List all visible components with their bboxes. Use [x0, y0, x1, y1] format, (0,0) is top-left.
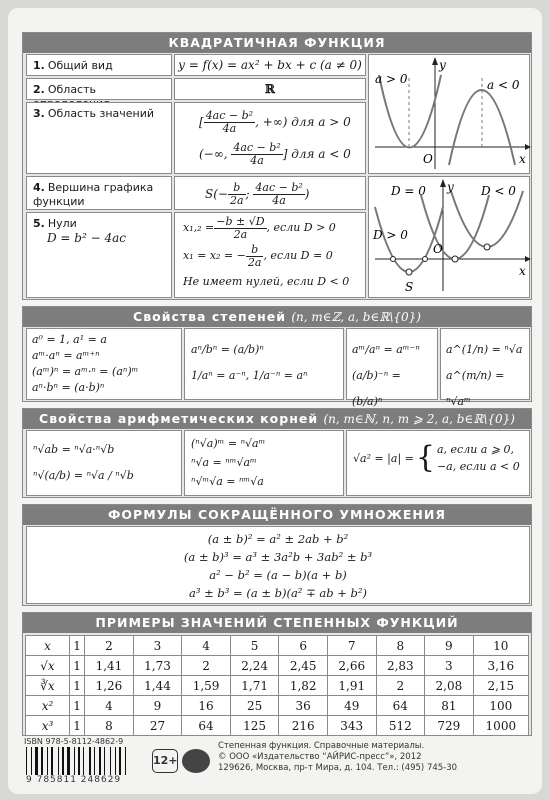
row-label: Вершина графика функции: [33, 181, 154, 208]
barcode-bar: [74, 747, 75, 775]
axis-x-label-2: x: [519, 264, 526, 278]
root-rule: ⁿ√a = ⁿᵐ√aᵐ: [191, 456, 257, 469]
barcode-bar: [115, 747, 116, 775]
abs-head: √a² = |a| =: [353, 451, 414, 465]
domain-formula: ℝ: [174, 78, 366, 100]
table-cell: 1,44: [133, 676, 182, 696]
table-cell: 1000: [473, 716, 528, 736]
table-cell: 36: [279, 696, 328, 716]
origin-label-2: O: [433, 242, 443, 256]
power-rule: aⁿ·bⁿ = (a·b)ⁿ: [32, 381, 105, 394]
table-cell: 27: [133, 716, 182, 736]
table-cell: 2,45: [279, 656, 328, 676]
mult-formulas: [26, 526, 530, 604]
table-cell: 1: [70, 656, 85, 676]
zeros-2-num: b: [246, 244, 264, 257]
range-frac-num: 4ac − b²: [205, 109, 254, 122]
powers-col-4: [440, 328, 530, 408]
barcode-bar: [58, 747, 59, 775]
axis-y-label-2: y: [447, 180, 454, 194]
table-row: [26, 676, 529, 696]
origin-label: O: [423, 152, 433, 166]
zeros-3: Не имеет нулей, если D < 0: [183, 275, 350, 288]
table-cell: 64: [182, 716, 231, 736]
table-cell: 1,41: [85, 656, 134, 676]
table-cell: 49: [327, 696, 376, 716]
quad-row-2-label: [26, 78, 172, 100]
table-cell: 8: [85, 716, 134, 736]
table-cell: 2: [376, 676, 425, 696]
table-title: ПРИМЕРЫ ЗНАЧЕНИЙ СТЕПЕННЫХ ФУНКЦИЙ: [23, 613, 531, 633]
label-d-negative: D < 0: [481, 184, 516, 198]
abs-case-1: a, если a ⩾ 0,: [436, 443, 515, 456]
roots-col-1: [26, 430, 182, 496]
row-label: Область: [47, 83, 96, 96]
discriminant-label: D = b² − 4ac: [47, 231, 126, 245]
powers-col-2: [184, 328, 344, 400]
quad-row-3-label: [26, 102, 172, 174]
mult-formula: a² − b² = (a − b)(a + b): [209, 568, 347, 582]
table-cell: 2,15: [473, 676, 528, 696]
vertex-y-num: 4ac − b²: [255, 181, 303, 194]
power-rule: (aᵐ)ⁿ = aᵐ·ⁿ = (aⁿ)ᵐ: [32, 365, 139, 378]
row-label: Нули: [47, 217, 77, 230]
vertex-x-den: 2a: [229, 194, 244, 207]
table-cell: 729: [425, 716, 474, 736]
range-frac-den-2: 4a: [250, 154, 264, 167]
power-rule: aᵐ/aⁿ = aᵐ⁻ⁿ: [352, 343, 420, 356]
powers-table-section: [22, 612, 532, 736]
barcode-bar: [47, 747, 48, 775]
label-a-negative: a < 0: [487, 78, 520, 92]
table-cell: 4: [182, 636, 231, 656]
row-header-cell: ∛x: [26, 676, 70, 696]
range-frac-den: 4a: [222, 122, 237, 135]
zeros-2-head: x₁ = x₂ = −: [183, 249, 246, 262]
range-a-negative: ] для a < 0: [282, 147, 351, 161]
footer-line: © ООО «Издательство “АЙРИС-пресс”», 2012: [218, 752, 422, 762]
barcode-bar: [26, 747, 27, 775]
power-rule: a^(m/n) = ⁿ√aᵐ: [446, 369, 505, 408]
table-cell: 10: [473, 636, 528, 656]
roots-condition: (n, m∈ℕ, n, m ⩾ 2, a, b∈ℝ\{0}): [323, 412, 515, 426]
row-number: 1.: [33, 59, 45, 72]
table-cell: 2,24: [230, 656, 279, 676]
table-cell: 1,26: [85, 676, 134, 696]
roots-title: [23, 409, 531, 429]
range-a-positive: , +∞) для a > 0: [255, 115, 351, 129]
table-cell: 8: [376, 636, 425, 656]
range-frac-num-2: 4ac − b²: [233, 141, 281, 154]
table-cell: 1: [70, 716, 85, 736]
range-neg-head: (−∞,: [199, 147, 232, 161]
table-cell: 1: [70, 696, 85, 716]
barcode-bar: [31, 747, 32, 775]
label-d-zero: D = 0: [391, 184, 426, 198]
roots-title-text: Свойства арифметических корней: [39, 411, 319, 426]
general-form-formula: y = f(x) = ax² + bx + c (a ≠ 0): [174, 54, 366, 76]
zeros-2-den: 2a: [247, 255, 262, 269]
table-row: [26, 636, 529, 656]
roots-col-3: [346, 430, 530, 496]
table-cell: 1,73: [133, 656, 182, 676]
barcode-bar: [78, 747, 80, 775]
table-row: [26, 696, 529, 716]
power-rule: 1/aⁿ = a⁻ⁿ, 1/a⁻ⁿ = aⁿ: [191, 369, 308, 382]
row-number: 2.: [33, 83, 45, 96]
table-cell: 2: [85, 636, 134, 656]
barcode-graphic: [24, 747, 144, 775]
table-cell: 3: [425, 656, 474, 676]
row-label: Общий вид: [47, 59, 113, 72]
barcode-bar: [41, 747, 43, 775]
table-cell: 1,71: [230, 676, 279, 696]
row-header-cell: √x: [26, 656, 70, 676]
abs-case-2: −a, если a < 0: [436, 460, 520, 473]
table-cell: 1,91: [327, 676, 376, 696]
zeros-formula: [174, 212, 366, 298]
power-rule: a^(1/n) = ⁿ√a: [446, 343, 523, 356]
isbn: ISBN 978-5-8112-4862-9: [24, 737, 124, 746]
barcode-bar: [110, 747, 111, 775]
zeros-1-den: 2a: [233, 227, 248, 241]
quad-row-5-label: [26, 212, 172, 298]
powers-col-1: [26, 328, 182, 400]
root-rule: ⁿ√(a/b) = ⁿ√a / ⁿ√b: [33, 469, 134, 482]
table-cell: 5: [230, 636, 279, 656]
table-cell: 1: [70, 636, 85, 656]
mult-formula: (a ± b)² = a² ± 2ab + b²: [207, 532, 349, 546]
power-values-table: [25, 635, 529, 736]
parabola-graph-a: [368, 54, 530, 174]
table-cell: 1,59: [182, 676, 231, 696]
zeros-1-head: x₁,₂ =: [183, 221, 215, 234]
row-label: Область значений: [47, 107, 155, 120]
label-d-positive: D > 0: [373, 228, 408, 242]
publisher-info: [218, 741, 457, 774]
quadratic-title: КВАДРАТИЧНАЯ ФУНКЦИЯ: [23, 33, 531, 53]
parabola-d-svg: [369, 177, 531, 299]
barcode: [24, 747, 144, 775]
row-number: 4.: [33, 181, 45, 194]
table-cell: 1: [70, 676, 85, 696]
parabola-graph-d: [368, 176, 530, 298]
range-formula: [ $\frac{\text{4ac − b²}}{4a}$ , +∞) для a > 0 (−∞, $\frac{\text{4ac − b²}}{4a}$ ] для a < 0: [174, 102, 366, 174]
table-cell: 2,66: [327, 656, 376, 676]
row-number: 3.: [33, 107, 45, 120]
barcode-bar: [83, 747, 84, 775]
table-cell: 6: [279, 636, 328, 656]
root-rule: ⁿ√ab = ⁿ√a·ⁿ√b: [33, 443, 115, 456]
table-cell: 9: [133, 696, 182, 716]
table-cell: 512: [376, 716, 425, 736]
vertex-formula: S(− $\frac{b}{2a}$ ; $\frac{\text{4ac − b²}}{4a}$ ): [174, 176, 366, 210]
root-rule: ⁿ√ᵐ√a = ⁿᵐ√a: [191, 475, 264, 488]
barcode-bar: [51, 747, 53, 775]
table-cell: 9: [425, 636, 474, 656]
footer-line: Степенная функция. Справочные материалы.: [218, 741, 425, 751]
row-header-cell: x: [26, 636, 70, 656]
power-rule: aⁿ/bⁿ = (a/b)ⁿ: [191, 343, 264, 356]
table-cell: 16: [182, 696, 231, 716]
table-cell: 4: [85, 696, 134, 716]
axis-y-label: y: [439, 58, 446, 72]
vertex-x-num: b: [228, 182, 246, 195]
table-cell: 2,83: [376, 656, 425, 676]
vertex-head: S(−: [205, 187, 228, 201]
table-cell: 25: [230, 696, 279, 716]
axis-x-label: x: [519, 152, 526, 166]
power-rule: aᵐ·aⁿ = aᵐ⁺ⁿ: [32, 349, 100, 362]
table-cell: 81: [425, 696, 474, 716]
barcode-digits: 9 785811 248629: [26, 775, 122, 785]
quad-row-1-label: [26, 54, 172, 76]
table-row: [26, 716, 529, 736]
table-cell: 7: [327, 636, 376, 656]
row-header-cell: x³: [26, 716, 70, 736]
zeros-1-num: −b ± √D: [216, 214, 265, 228]
certification-logo-icon: [182, 749, 210, 773]
root-rule: (ⁿ√a)ᵐ = ⁿ√aᵐ: [191, 437, 266, 450]
powers-title-text: Свойства степеней: [133, 309, 286, 324]
quad-row-4-label: [26, 176, 172, 210]
table-cell: 3,16: [473, 656, 528, 676]
vertex-y-den: 4a: [272, 194, 286, 207]
table-cell: 2: [182, 656, 231, 676]
footer-line: 129626, Москва, пр-т Мира, д. 104. Тел.: (495) 745-30: [218, 763, 458, 773]
roots-col-2: [184, 430, 344, 496]
barcode-bar: [89, 747, 91, 775]
power-rule: a⁰ = 1, a¹ = a: [32, 333, 107, 346]
zeros-2-tail: , если D = 0: [263, 249, 333, 262]
barcode-bar: [62, 747, 64, 775]
barcode-bar: [99, 747, 101, 775]
mult-formula: (a ± b)³ = a³ ± 3a²b + 3ab² ± b³: [183, 550, 373, 564]
zeros-1-tail: , если D > 0: [266, 221, 336, 234]
table-cell: 216: [279, 716, 328, 736]
mult-title: ФОРМУЛЫ СОКРАЩЁННОГО УМНОЖЕНИЯ: [23, 505, 531, 525]
barcode-bar: [104, 747, 105, 775]
barcode-bar: [94, 747, 95, 775]
power-rule: (a/b)⁻ⁿ = (b/a)ⁿ: [352, 369, 401, 408]
table-cell: 343: [327, 716, 376, 736]
table-cell: 64: [376, 696, 425, 716]
table-row: [26, 656, 529, 676]
table-cell: 3: [133, 636, 182, 656]
row-header-cell: x²: [26, 696, 70, 716]
table-cell: 100: [473, 696, 528, 716]
parabola-a-svg: [369, 55, 531, 175]
powers-condition: (n, m∈ℤ, a, b∈ℝ\{0}): [291, 310, 421, 324]
barcode-bar: [125, 747, 126, 775]
footer: [22, 737, 532, 787]
brace-icon: {: [415, 440, 435, 475]
table-cell: 2,08: [425, 676, 474, 696]
barcode-bar: [67, 747, 70, 775]
barcode-bar: [35, 747, 38, 775]
table-cell: 1,82: [279, 676, 328, 696]
mult-formula: a³ ± b³ = (a ± b)(a² ∓ ab + b²): [189, 586, 367, 600]
table-cell: 125: [230, 716, 279, 736]
age-rating-badge: 12+: [152, 749, 178, 773]
vertex-s-label: S: [405, 280, 414, 294]
label-a-positive: a > 0: [375, 72, 408, 86]
barcode-bar: [119, 747, 121, 775]
powers-title: [23, 307, 531, 327]
powers-col-3: [346, 328, 438, 408]
row-number: 5.: [33, 217, 45, 230]
